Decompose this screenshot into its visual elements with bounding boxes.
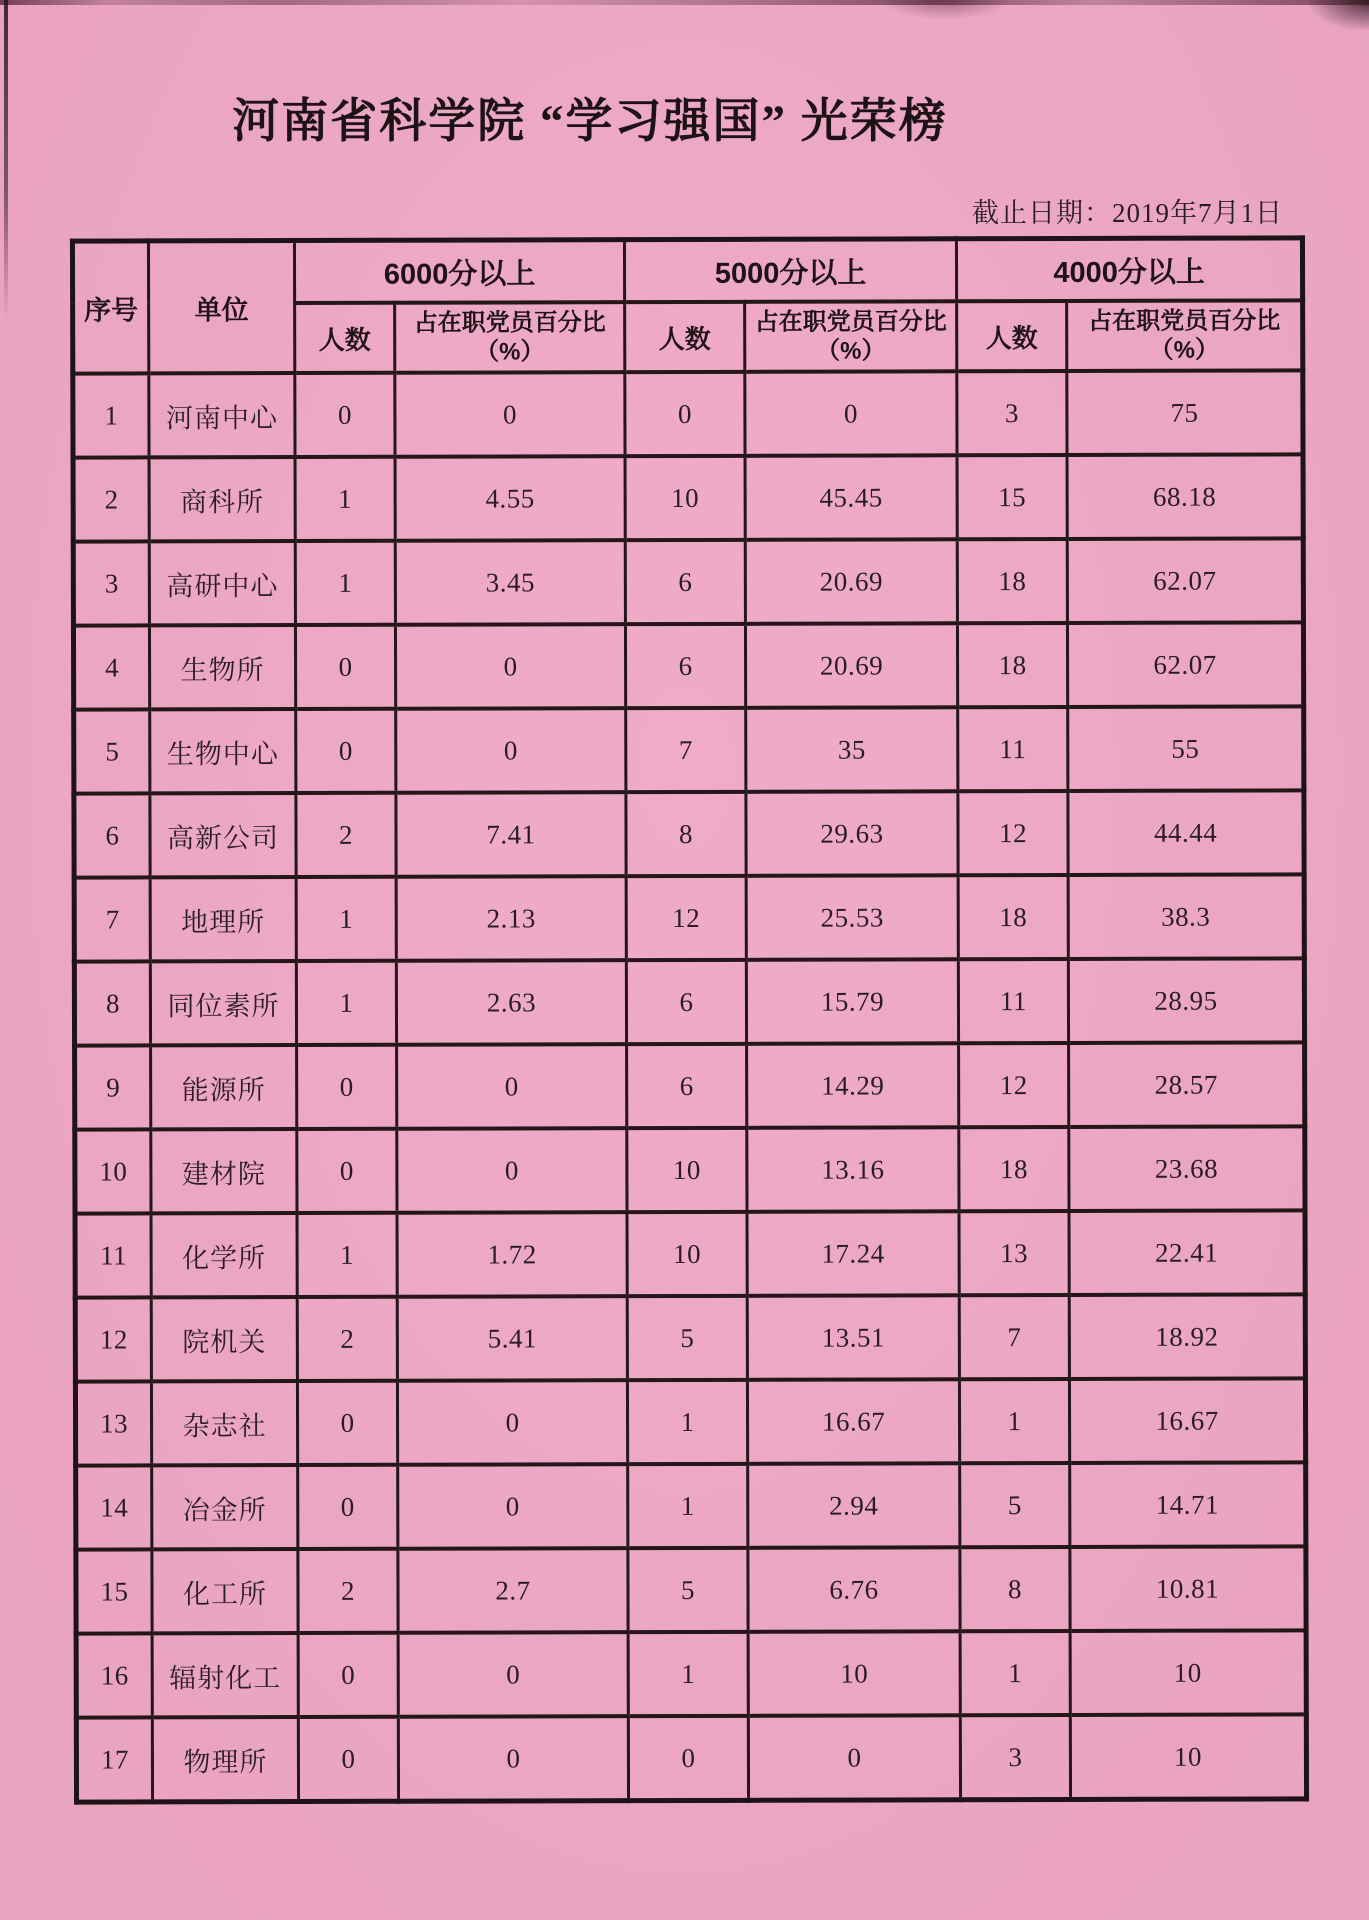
cell-unit: 化工所 — [152, 1549, 298, 1633]
cell-count-6000: 1 — [296, 961, 396, 1045]
cell-percent-4000: 22.41 — [1069, 1210, 1305, 1295]
cell-count-4000: 12 — [959, 1043, 1069, 1127]
header-percent-6000: 占在职党员百分比 （%） — [395, 302, 625, 373]
cell-percent-6000: 0 — [397, 1044, 627, 1129]
cell-count-5000: 7 — [626, 708, 746, 792]
cell-no: 15 — [76, 1549, 152, 1633]
table-row — [74, 958, 1304, 1045]
cell-count-4000: 18 — [957, 539, 1067, 623]
cell-percent-5000: 20.69 — [745, 623, 957, 708]
cell-percent-5000: 15.79 — [746, 959, 958, 1044]
table-row — [73, 538, 1303, 625]
cell-percent-6000: 0 — [395, 624, 625, 709]
cell-percent-5000: 20.69 — [745, 539, 957, 624]
cell-count-4000: 18 — [958, 875, 1068, 959]
cell-percent-4000: 10.81 — [1070, 1546, 1306, 1631]
table-row — [76, 1630, 1306, 1717]
cell-unit: 辐射化工 — [152, 1633, 298, 1717]
honor-roll-table-container — [70, 235, 1304, 1804]
cell-unit: 河南中心 — [149, 373, 295, 457]
scan-smudge-top-center — [880, 0, 1010, 20]
cell-count-4000: 1 — [959, 1379, 1069, 1463]
cell-percent-6000: 2.7 — [398, 1548, 628, 1633]
cell-count-5000: 10 — [625, 456, 745, 540]
cell-percent-6000: 4.55 — [395, 456, 625, 541]
table-row — [75, 1042, 1305, 1129]
cell-percent-4000: 28.57 — [1069, 1042, 1305, 1127]
cell-percent-4000: 55 — [1068, 706, 1304, 791]
table-row — [73, 370, 1303, 457]
cell-unit: 院机关 — [151, 1297, 297, 1381]
cutoff-date-label: 截止日期：2019年7月1日 — [972, 198, 1283, 228]
honor-roll-table — [70, 235, 1309, 1804]
table-row — [74, 874, 1304, 961]
cell-count-5000: 6 — [625, 540, 745, 624]
cell-no: 12 — [75, 1297, 151, 1381]
cell-percent-6000: 0 — [398, 1716, 628, 1801]
cell-no: 14 — [76, 1465, 152, 1549]
cell-count-6000: 0 — [296, 709, 396, 793]
cell-percent-5000: 2.94 — [748, 1463, 960, 1548]
cell-percent-5000: 10 — [748, 1631, 960, 1716]
cell-percent-5000: 29.63 — [746, 791, 958, 876]
header-no: 序号 — [72, 241, 148, 374]
cell-percent-4000: 75 — [1067, 370, 1303, 455]
cell-count-4000: 11 — [958, 959, 1068, 1043]
cell-percent-4000: 62.07 — [1067, 622, 1303, 707]
cell-no: 2 — [73, 457, 149, 541]
cell-count-4000: 5 — [960, 1463, 1070, 1547]
cell-percent-6000: 0 — [396, 708, 626, 793]
cell-percent-6000: 3.45 — [395, 540, 625, 625]
cell-count-6000: 0 — [295, 625, 395, 709]
table-row — [76, 1462, 1306, 1549]
cell-percent-6000: 0 — [397, 1380, 627, 1465]
cell-percent-4000: 16.67 — [1069, 1378, 1305, 1463]
cell-count-4000: 8 — [960, 1547, 1070, 1631]
cell-no: 1 — [73, 373, 149, 457]
cell-count-5000: 1 — [628, 1632, 748, 1716]
header-count-6000: 人数 — [295, 303, 395, 373]
cell-no: 11 — [75, 1213, 151, 1297]
cell-percent-6000: 0 — [397, 1128, 627, 1213]
cell-no: 8 — [74, 961, 150, 1045]
cell-count-6000: 0 — [297, 1045, 397, 1129]
cell-count-4000: 12 — [958, 791, 1068, 875]
cell-percent-5000: 17.24 — [747, 1211, 959, 1296]
cell-unit: 物理所 — [152, 1717, 298, 1802]
table-row — [74, 706, 1304, 793]
cell-count-5000: 12 — [626, 876, 746, 960]
cell-count-5000: 5 — [627, 1296, 747, 1380]
cell-unit: 冶金所 — [152, 1465, 298, 1549]
table-row — [75, 1126, 1305, 1213]
cell-unit: 高新公司 — [150, 793, 296, 877]
cell-no: 17 — [76, 1717, 152, 1802]
cell-percent-5000: 35 — [746, 707, 958, 792]
cell-percent-4000: 44.44 — [1068, 790, 1304, 875]
cell-no: 3 — [73, 541, 149, 625]
cell-percent-5000: 16.67 — [747, 1379, 959, 1464]
cell-count-6000: 2 — [296, 793, 396, 877]
cell-count-5000: 1 — [627, 1380, 747, 1464]
cell-percent-4000: 14.71 — [1070, 1462, 1306, 1547]
cell-percent-4000: 38.3 — [1068, 874, 1304, 959]
cell-count-4000: 18 — [957, 623, 1067, 707]
cell-unit: 高研中心 — [149, 541, 295, 625]
cell-percent-6000: 0 — [395, 372, 625, 457]
cell-percent-6000: 7.41 — [396, 792, 626, 877]
cell-count-5000: 6 — [626, 960, 746, 1044]
header-count-4000: 人数 — [957, 301, 1067, 371]
cell-count-6000: 0 — [298, 1717, 398, 1802]
cell-percent-4000: 28.95 — [1068, 958, 1304, 1043]
cell-count-6000: 1 — [295, 541, 395, 625]
cell-count-6000: 0 — [297, 1129, 397, 1213]
cell-unit: 杂志社 — [151, 1381, 297, 1465]
header-row-groups — [72, 238, 1302, 304]
cell-percent-6000: 1.72 — [397, 1212, 627, 1297]
cell-no: 7 — [74, 877, 150, 961]
cell-percent-4000: 10 — [1070, 1630, 1306, 1715]
cell-count-4000: 7 — [959, 1295, 1069, 1379]
cell-count-4000: 15 — [957, 455, 1067, 539]
document-title: 河南省科学院 “学习强国” 光荣榜 — [232, 96, 948, 148]
cell-percent-5000: 0 — [748, 1715, 960, 1800]
cell-unit: 化学所 — [151, 1213, 297, 1297]
cell-unit: 生物所 — [149, 625, 295, 709]
cell-percent-5000: 14.29 — [747, 1043, 959, 1128]
header-group-6000: 6000分以上 — [294, 240, 624, 303]
cell-percent-4000: 62.07 — [1067, 538, 1303, 623]
cell-count-4000: 18 — [959, 1127, 1069, 1211]
header-percent-4000: 占在职党员百分比 （%） — [1067, 300, 1303, 371]
cell-percent-5000: 6.76 — [748, 1547, 960, 1632]
cell-percent-6000: 0 — [398, 1464, 628, 1549]
cell-count-4000: 13 — [959, 1211, 1069, 1295]
cell-count-6000: 1 — [297, 1213, 397, 1297]
cell-count-6000: 0 — [295, 373, 395, 457]
table-row — [73, 622, 1303, 709]
cell-count-6000: 2 — [298, 1549, 398, 1633]
header-group-4000: 4000分以上 — [956, 238, 1302, 301]
table-row — [74, 790, 1304, 877]
table-row — [76, 1546, 1306, 1633]
cell-percent-4000: 68.18 — [1067, 454, 1303, 539]
cell-percent-6000: 2.13 — [396, 876, 626, 961]
cell-percent-5000: 25.53 — [746, 875, 958, 960]
cell-unit: 能源所 — [151, 1045, 297, 1129]
cell-count-5000: 8 — [626, 792, 746, 876]
cell-no: 13 — [75, 1381, 151, 1465]
cell-count-5000: 0 — [625, 372, 745, 456]
scan-artifact-left-edge — [4, 0, 8, 320]
cell-count-5000: 5 — [628, 1548, 748, 1632]
cell-count-6000: 2 — [297, 1297, 397, 1381]
header-percent-5000: 占在职党员百分比 （%） — [745, 301, 957, 372]
cell-unit: 地理所 — [150, 877, 296, 961]
cell-count-5000: 10 — [627, 1212, 747, 1296]
cell-unit: 商科所 — [149, 457, 295, 541]
cell-count-4000: 1 — [960, 1631, 1070, 1715]
cell-no: 10 — [75, 1129, 151, 1213]
table-row — [73, 454, 1303, 541]
cell-count-6000: 0 — [297, 1381, 397, 1465]
cell-count-5000: 1 — [628, 1464, 748, 1548]
cell-count-4000: 11 — [958, 707, 1068, 791]
cell-count-6000: 1 — [296, 877, 396, 961]
cell-no: 9 — [75, 1045, 151, 1129]
cell-count-4000: 3 — [960, 1715, 1070, 1800]
scan-artifact-top-edge — [0, 0, 1369, 5]
cell-percent-4000: 18.92 — [1069, 1294, 1305, 1379]
cell-unit: 生物中心 — [150, 709, 296, 793]
scan-smudge-top-right — [1309, 0, 1369, 30]
cell-percent-6000: 2.63 — [396, 960, 626, 1045]
cell-count-5000: 6 — [627, 1044, 747, 1128]
cell-percent-5000: 13.51 — [747, 1295, 959, 1380]
header-group-5000: 5000分以上 — [624, 239, 956, 302]
cell-count-5000: 0 — [628, 1716, 748, 1801]
table-row — [75, 1210, 1305, 1297]
table-row — [75, 1294, 1305, 1381]
cell-count-6000: 0 — [298, 1465, 398, 1549]
cell-percent-4000: 10 — [1070, 1714, 1306, 1799]
cell-unit: 建材院 — [151, 1129, 297, 1213]
cell-count-6000: 1 — [295, 457, 395, 541]
cell-percent-6000: 0 — [398, 1632, 628, 1717]
cell-unit: 同位素所 — [150, 961, 296, 1045]
cell-percent-5000: 45.45 — [745, 455, 957, 540]
cell-percent-5000: 13.16 — [747, 1127, 959, 1212]
cell-no: 16 — [76, 1633, 152, 1717]
cell-no: 5 — [74, 709, 150, 793]
cell-count-4000: 3 — [957, 371, 1067, 455]
table-row — [76, 1714, 1306, 1802]
cell-no: 4 — [73, 625, 149, 709]
table-row — [75, 1378, 1305, 1465]
cell-count-6000: 0 — [298, 1633, 398, 1717]
cell-no: 6 — [74, 793, 150, 877]
cell-count-5000: 6 — [625, 624, 745, 708]
cell-percent-4000: 23.68 — [1069, 1126, 1305, 1211]
cell-count-5000: 10 — [627, 1128, 747, 1212]
header-count-5000: 人数 — [625, 302, 745, 372]
header-unit: 单位 — [148, 241, 294, 374]
cell-percent-6000: 5.41 — [397, 1296, 627, 1381]
cell-percent-5000: 0 — [745, 371, 957, 456]
